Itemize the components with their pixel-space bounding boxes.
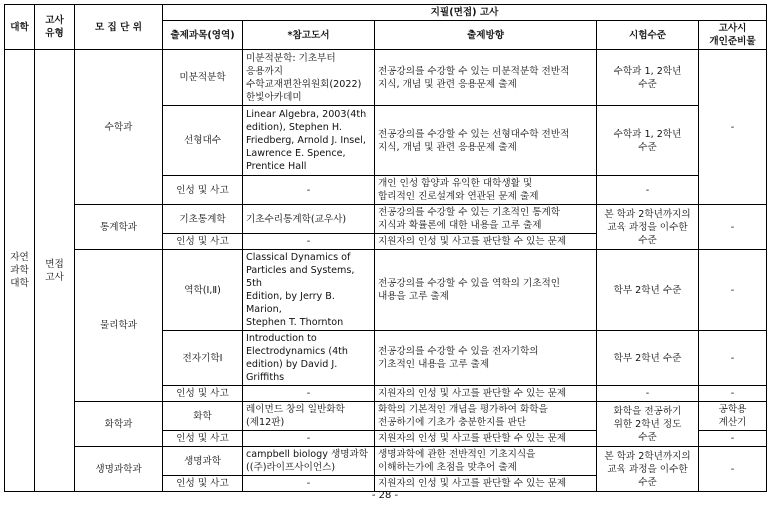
unit-cell: 화학과 — [75, 402, 163, 447]
level-cell: - — [597, 386, 699, 402]
personal-cell: - — [699, 205, 767, 250]
table-row — [5, 205, 767, 234]
header-personal-items: 고사시 개인준비물 — [699, 21, 767, 50]
direction-cell: 전공강의를 수강할 수 있을 역학의 기초적인 내용을 고루 출제 — [375, 250, 597, 331]
subject-cell: 생명과학 — [163, 447, 243, 476]
direction-cell: 전공강의를 수강할 수 있는 선형대수학 전반적 지식, 개념 및 관련 응용문제 출제 — [375, 106, 597, 176]
reference-cell: - — [243, 476, 375, 492]
page-number: - 28 - — [371, 490, 399, 501]
subject-cell: 선형대수 — [163, 106, 243, 176]
direction-cell: 지원자의 인성 및 사고를 판단할 수 있는 문제 — [375, 386, 597, 402]
direction-cell: 지원자의 인성 및 사고를 판단할 수 있는 문제 — [375, 431, 597, 447]
reference-cell: Linear Algebra, 2003(4th edition), Stephen H. Friedberg, Arnold J. Insel, Lawrence E. Spence, Prentice Hall — [243, 106, 375, 176]
subject-cell: 미분적분학 — [163, 50, 243, 106]
level-cell: 본 학과 2학년까지의 교육 과정을 이수한 수준 — [597, 447, 699, 492]
level-cell: 수학과 1, 2학년 수준 — [597, 106, 699, 176]
reference-cell: Classical Dynamics of Particles and Systems, 5th Edition, by Jerry B. Marion, Stephen T. Thornton — [243, 250, 375, 331]
header-unit: 모 집 단 위 — [75, 5, 163, 50]
subject-cell: 인성 및 사고 — [163, 176, 243, 205]
personal-cell: - — [699, 50, 767, 205]
unit-cell: 통계학과 — [75, 205, 163, 250]
subject-cell: 기초통계학 — [163, 205, 243, 234]
subject-cell: 역학(Ⅰ,Ⅱ) — [163, 250, 243, 331]
personal-cell: 공학용 계산기 — [699, 402, 767, 431]
reference-cell: - — [243, 176, 375, 205]
exam-type-cell: 면접 고사 — [35, 50, 75, 492]
direction-cell: 전공강의를 수강할 수 있는 미분적분학 전반적 지식, 개념 및 관련 응용문제 출제 — [375, 50, 597, 106]
reference-cell: 기초수리통계학(교우사) — [243, 205, 375, 234]
table-row — [5, 402, 767, 431]
reference-cell: campbell biology 생명과학 ((주)라이프사이언스) — [243, 447, 375, 476]
reference-cell: 미분적분학: 기초부터 응용까지 수학교재편찬위원회(2022) 한빛아카데미 — [243, 50, 375, 106]
direction-cell: 전공강의를 수강할 수 있을 전자기학의 기초적인 내용을 고루 출제 — [375, 331, 597, 386]
personal-cell: - — [699, 250, 767, 331]
table-row — [5, 447, 767, 476]
unit-cell: 물리학과 — [75, 250, 163, 402]
personal-cell: - — [699, 447, 767, 492]
table-row — [5, 50, 767, 106]
unit-cell: 수학과 — [75, 50, 163, 205]
college-cell: 자연 과학 대학 — [5, 50, 35, 492]
reference-cell: - — [243, 386, 375, 402]
subject-cell: 화학 — [163, 402, 243, 431]
header-reference: *참고도서 — [243, 21, 375, 50]
subject-cell: 인성 및 사고 — [163, 431, 243, 447]
personal-cell: - — [699, 331, 767, 386]
unit-cell: 생명과학과 — [75, 447, 163, 492]
subject-cell: 전자기학Ⅰ — [163, 331, 243, 386]
header-written-interview-exam: 지필(면접) 고사 — [163, 5, 767, 21]
subject-cell: 인성 및 사고 — [163, 234, 243, 250]
level-cell: 본 학과 2학년까지의 교육 과정을 이수한 수준 — [597, 205, 699, 250]
direction-cell: 지원자의 인성 및 사고를 판단할 수 있는 문제 — [375, 476, 597, 492]
header-exam-type: 고사 유형 — [35, 5, 75, 50]
exam-table — [4, 4, 767, 492]
header-college: 대학 — [5, 5, 35, 50]
direction-cell: 개인 인성 함양과 유익한 대학생활 및 합리적인 진로설계와 연관된 문제 출제 — [375, 176, 597, 205]
level-cell: 학부 2학년 수준 — [597, 250, 699, 331]
direction-cell: 지원자의 인성 및 사고를 판단할 수 있는 문제 — [375, 234, 597, 250]
personal-cell: - — [699, 431, 767, 447]
header-direction: 출제방향 — [375, 21, 597, 50]
reference-cell: - — [243, 431, 375, 447]
level-cell: - — [597, 176, 699, 205]
header-subject: 출제과목(영역) — [163, 21, 243, 50]
subject-cell: 인성 및 사고 — [163, 476, 243, 492]
header-level: 시험수준 — [597, 21, 699, 50]
level-cell: 화학을 전공하기 위한 2학년 정도 수준 — [597, 402, 699, 447]
table-row — [5, 250, 767, 331]
personal-cell: - — [699, 386, 767, 402]
subject-cell: 인성 및 사고 — [163, 386, 243, 402]
direction-cell: 생명과학에 관한 전반적인 기초지식을 이해하는가에 초점을 맞추어 출제 — [375, 447, 597, 476]
level-cell: 수학과 1, 2학년 수준 — [597, 50, 699, 106]
direction-cell: 전공강의를 수강할 수 있는 기초적인 통계학 지식과 확률론에 대한 내용을 고루 출제 — [375, 205, 597, 234]
level-cell: 학부 2학년 수준 — [597, 331, 699, 386]
direction-cell: 화학의 기본적인 개념을 평가하여 화학을 전공하기에 기초가 충분한지를 판단 — [375, 402, 597, 431]
reference-cell: Introduction to Electrodynamics (4th edition) by David J. Griffiths — [243, 331, 375, 386]
reference-cell: - — [243, 234, 375, 250]
reference-cell: 레이먼드 창의 일반화학 (제12판) — [243, 402, 375, 431]
